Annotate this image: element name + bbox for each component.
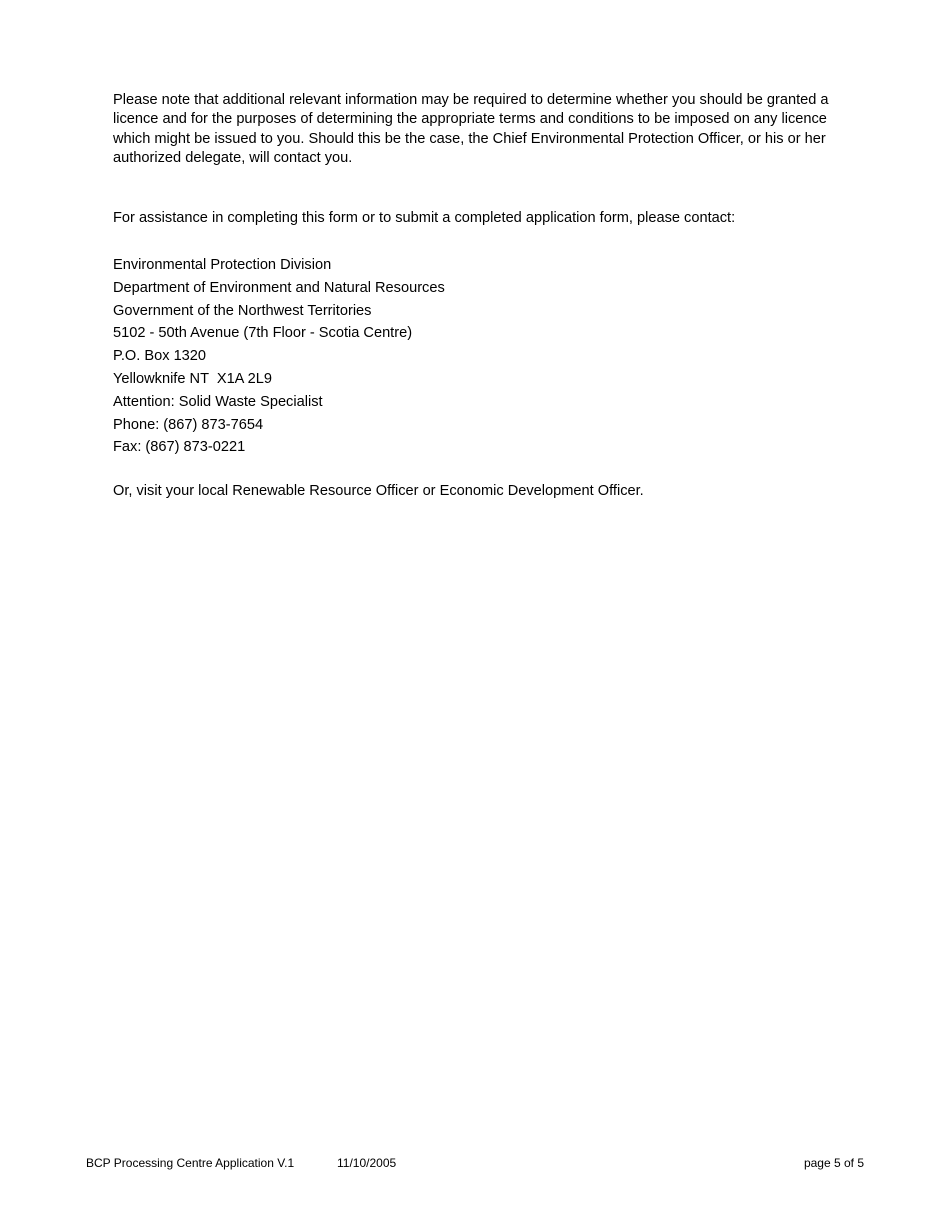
footer-date: 11/10/2005	[337, 1156, 397, 1170]
address-line: P.O. Box 1320	[113, 348, 207, 365]
contact-address-block	[113, 254, 445, 459]
address-line: Yellowknife NT X1A 2L9	[113, 370, 273, 387]
footer-document-title: BCP Processing Centre Application V.1	[86, 1156, 295, 1170]
address-line: Department of Environment and Natural Resources	[113, 279, 445, 296]
footer-page-number: page 5 of 5	[803, 1156, 864, 1170]
fax-line: Fax: (867) 873-0221	[113, 439, 246, 456]
notice-paragraph: Please note that additional relevant information may be required to determine whether you should be granted a licence and for the purposes of determining the appropriate terms and conditions to be imposed on any licence which might be issued to you. Should this be the case, the Chief Environmental Protection Officer, or his or her authorized delegate, will contact you.	[113, 92, 829, 166]
closing-paragraph: Or, visit your local Renewable Resource Officer or Economic Development Officer.	[113, 483, 644, 499]
address-line: Attention: Solid Waste Specialist	[113, 393, 323, 410]
phone-line: Phone: (867) 873-7654	[113, 416, 264, 433]
address-line: 5102 - 50th Avenue (7th Floor - Scotia Centre)	[113, 325, 413, 342]
address-line: Government of the Northwest Territories	[113, 302, 372, 319]
assistance-paragraph: For assistance in completing this form or to submit a completed application form, please contact:	[113, 210, 736, 226]
address-line: Environmental Protection Division	[113, 257, 332, 273]
